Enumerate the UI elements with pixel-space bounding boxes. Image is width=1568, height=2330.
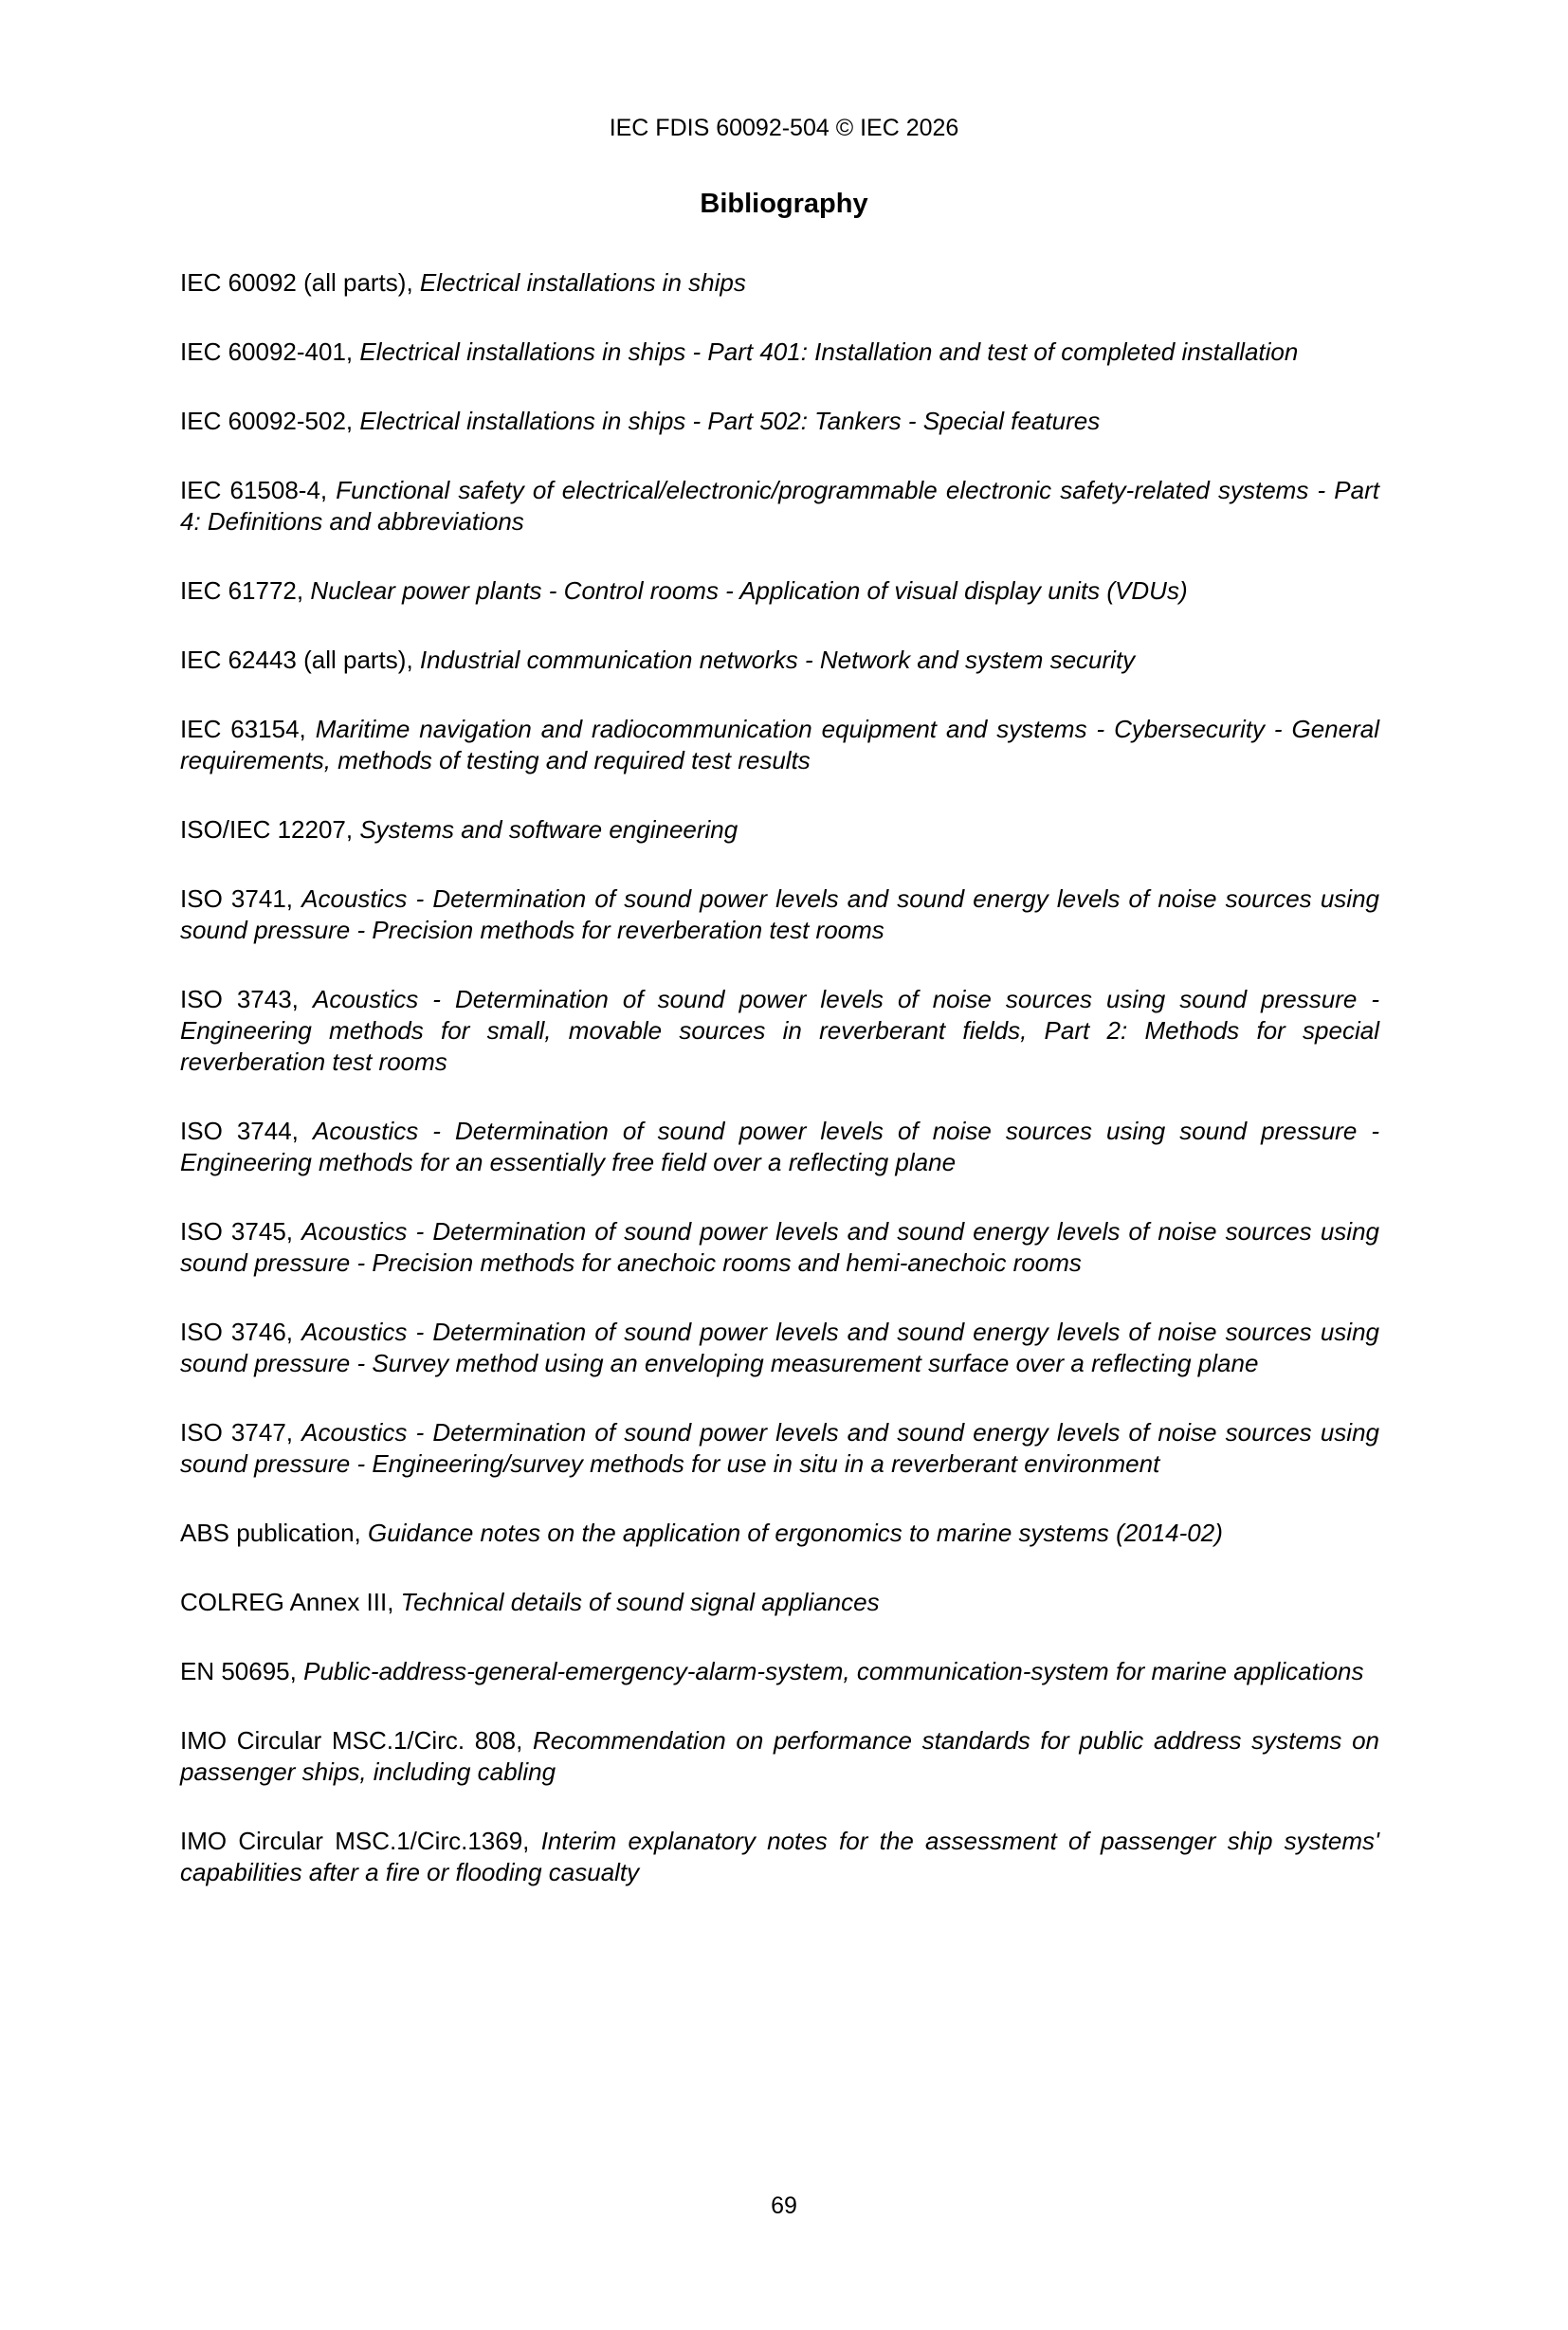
entry-reference: IEC 61772, bbox=[180, 576, 304, 605]
entry-title: Acoustics - Determination of sound power levels and sound energy levels of noise sources using sound pressure - Engineering/survey methods for use in situ in a reverberant environment bbox=[180, 1418, 1379, 1478]
entry-reference: ISO 3747, bbox=[180, 1418, 293, 1447]
entry-reference: COLREG Annex III, bbox=[180, 1588, 394, 1616]
entry-title: Electrical installations in ships bbox=[419, 268, 746, 297]
bibliography-entry bbox=[180, 575, 1379, 607]
entry-reference: EN 50695, bbox=[180, 1657, 297, 1685]
entry-reference: IEC 60092-401, bbox=[180, 337, 354, 366]
entry-title: Nuclear power plants - Control rooms - Application of visual display units (VDUs) bbox=[310, 576, 1188, 605]
entry-reference: IEC 62443 (all parts), bbox=[180, 646, 413, 674]
entry-title: Interim explanatory notes for the assessment of passenger ship systems' capabilities after a fire or flooding casualty bbox=[180, 1827, 1379, 1886]
bibliography-entry bbox=[180, 1725, 1379, 1788]
bibliography-entry bbox=[180, 1216, 1379, 1279]
entry-reference: ABS publication, bbox=[180, 1519, 361, 1547]
bibliography-entry bbox=[180, 406, 1379, 437]
entry-title: Acoustics - Determination of sound power levels and sound energy levels of noise sources using sound pressure - Precision methods for anechoic rooms and hemi-anechoic rooms bbox=[180, 1217, 1379, 1277]
entry-title: Acoustics - Determination of sound power levels and sound energy levels of noise sources using sound pressure - Precision methods for reverberation test rooms bbox=[180, 884, 1379, 944]
bibliography-list bbox=[180, 267, 1379, 1888]
bibliography-entry bbox=[180, 645, 1379, 676]
bibliography-entry bbox=[180, 1417, 1379, 1480]
bibliography-entry bbox=[180, 1518, 1379, 1549]
entry-reference: IEC 63154, bbox=[180, 715, 306, 743]
entry-title: Electrical installations in ships - Part 502: Tankers - Special features bbox=[359, 407, 1101, 435]
entry-reference: IEC 61508-4, bbox=[180, 476, 328, 504]
bibliography-entry bbox=[180, 1317, 1379, 1379]
entry-reference: ISO 3745, bbox=[180, 1217, 293, 1246]
entry-reference: IMO Circular MSC.1/Circ.1369, bbox=[180, 1827, 530, 1855]
entry-title: Acoustics - Determination of sound power levels of noise sources using sound pressure - Engineering methods for small, movable sources in reverberant fields, Part 2: Methods for special reverberation test rooms bbox=[180, 985, 1379, 1076]
entry-title: Public-address-general-emergency-alarm-system, communication-system for marine applications bbox=[303, 1657, 1364, 1685]
page-number: 69 bbox=[771, 2193, 797, 2219]
bibliography-entry bbox=[180, 1826, 1379, 1888]
entry-reference: ISO 3743, bbox=[180, 985, 299, 1013]
entry-title: Electrical installations in ships - Part 401: Installation and test of completed installation bbox=[359, 337, 1299, 366]
running-header: IEC FDIS 60092-504 © IEC 2026 bbox=[609, 115, 959, 141]
bibliography-entry bbox=[180, 267, 1379, 299]
bibliography-entry bbox=[180, 1587, 1379, 1618]
entry-title: Systems and software engineering bbox=[359, 815, 738, 844]
bibliography-entry bbox=[180, 475, 1379, 537]
entry-reference: ISO/IEC 12207, bbox=[180, 815, 354, 844]
bibliography-entry bbox=[180, 1656, 1379, 1687]
entry-title: Industrial communication networks - Network and system security bbox=[419, 646, 1136, 674]
section-title: Bibliography bbox=[700, 189, 868, 219]
bibliography-entry bbox=[180, 984, 1379, 1078]
entry-reference: ISO 3744, bbox=[180, 1117, 299, 1145]
entry-reference: IEC 60092-502, bbox=[180, 407, 354, 435]
entry-title: Acoustics - Determination of sound power levels and sound energy levels of noise sources using sound pressure - Survey method using an enveloping measurement surface over a reflecting plane bbox=[180, 1318, 1379, 1377]
bibliography-entry bbox=[180, 337, 1379, 368]
entry-title: Acoustics - Determination of sound power levels of noise sources using sound pressure - Engineering methods for an essentially free field over a reflecting plane bbox=[180, 1117, 1379, 1176]
document-page bbox=[0, 113, 1568, 2219]
entry-title: Technical details of sound signal appliances bbox=[400, 1588, 880, 1616]
entry-title: Recommendation on performance standards for public address systems on passenger ships, including cabling bbox=[180, 1726, 1379, 1786]
entry-title: Guidance notes on the application of ergonomics to marine systems (2014-02) bbox=[368, 1519, 1223, 1547]
bibliography-entry bbox=[180, 1116, 1379, 1178]
entry-reference: IMO Circular MSC.1/Circ. 808, bbox=[180, 1726, 523, 1755]
bibliography-entry bbox=[180, 883, 1379, 946]
entry-title: Functional safety of electrical/electronic/programmable electronic safety-related systems - Part 4: Definitions and abbreviations bbox=[180, 476, 1379, 536]
bibliography-entry bbox=[180, 814, 1379, 846]
entry-title: Maritime navigation and radiocommunication equipment and systems - Cybersecurity - General requirements, methods of testing and required test results bbox=[180, 715, 1379, 774]
entry-reference: ISO 3746, bbox=[180, 1318, 293, 1346]
entry-reference: IEC 60092 (all parts), bbox=[180, 268, 413, 297]
entry-reference: ISO 3741, bbox=[180, 884, 293, 913]
bibliography-entry bbox=[180, 714, 1379, 776]
